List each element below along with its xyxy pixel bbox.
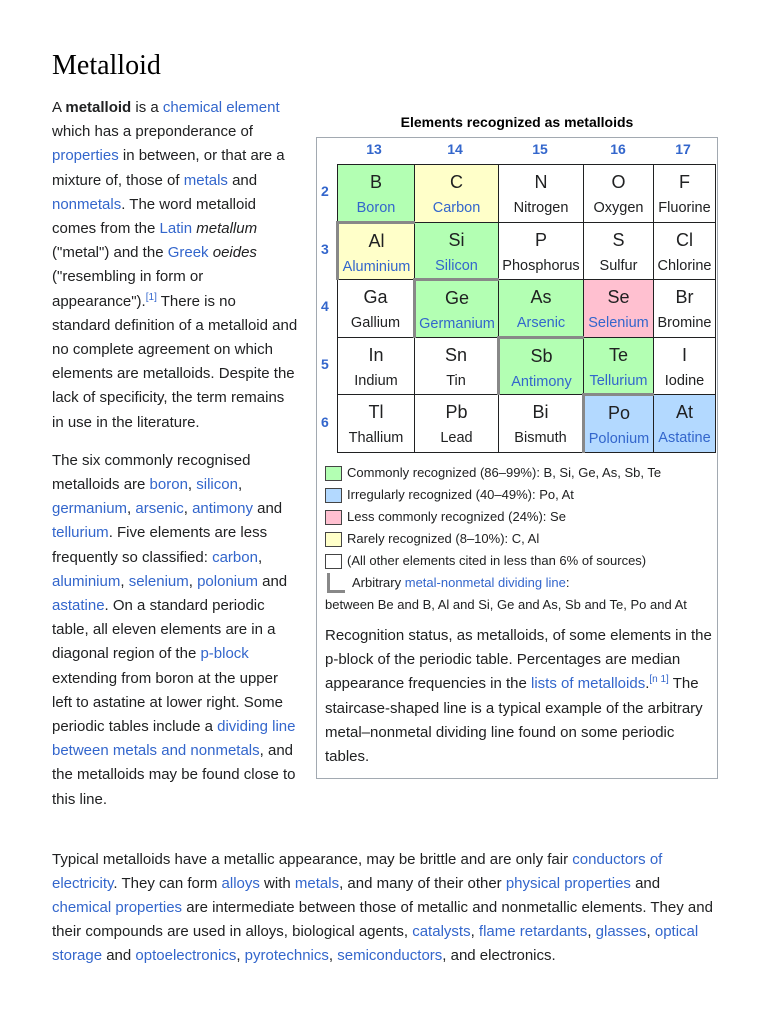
element-symbol: In: [368, 344, 384, 365]
legend: [325, 462, 715, 616]
lead-text: [52, 96, 298, 826]
periodic-row: [338, 165, 716, 223]
element-cell-arsenic[interactable]: [499, 280, 584, 338]
element-cell-polonium[interactable]: [584, 395, 654, 453]
element-name: Oxygen: [593, 200, 644, 216]
link-properties[interactable]: properties: [52, 147, 119, 165]
element-name[interactable]: Polonium: [588, 431, 650, 448]
link-metals[interactable]: metals: [183, 171, 228, 189]
element-symbol: At: [675, 402, 693, 423]
element-name[interactable]: Germanium: [419, 316, 495, 333]
element-cell-bismuth: [499, 395, 584, 453]
element-symbol: Tl: [368, 402, 384, 423]
element-name: Chlorine: [657, 257, 712, 274]
group-label: 17: [675, 141, 691, 157]
link-dividing-line-legend[interactable]: metal-nonmetal dividing line: [404, 575, 566, 590]
link-catalysts[interactable]: catalysts: [412, 923, 471, 940]
link-conductors[interactable]: conductors of electricity: [52, 851, 663, 892]
element-cell-sulfur: [584, 222, 654, 280]
element-symbol: Ge: [444, 288, 469, 309]
legend-item: Rarely recognized (8–10%): C, Al: [325, 528, 715, 550]
element-name: Sulfur: [599, 257, 638, 274]
link-flame-retardants[interactable]: flame retardants: [478, 923, 588, 940]
element-name: Nitrogen: [513, 200, 569, 216]
group-label: 16: [610, 141, 626, 157]
link-physical-properties[interactable]: physical properties: [505, 875, 631, 892]
element-cell-bromine: [654, 280, 716, 338]
element-cell-antimony[interactable]: [499, 337, 584, 395]
element-cell-nitrogen: [499, 165, 584, 223]
link-metals-2[interactable]: metals: [294, 875, 340, 892]
element-name[interactable]: Aluminium: [342, 258, 411, 275]
element-cell-thallium: [338, 395, 415, 453]
element-cell-tellurium[interactable]: [584, 337, 654, 395]
element-symbol: Sb: [530, 345, 553, 366]
link-p-block[interactable]: p-block: [200, 645, 249, 663]
element-symbol: Br: [675, 287, 694, 308]
element-cell-carbon[interactable]: [415, 165, 499, 223]
element-symbol: Te: [608, 344, 628, 365]
element-name[interactable]: Silicon: [435, 257, 478, 274]
element-name: Gallium: [350, 315, 401, 332]
element-symbol: S: [612, 229, 625, 250]
period-label: 2: [321, 183, 329, 199]
link-tellurium[interactable]: tellurium: [52, 524, 109, 542]
legend-divider-item: Arbitrary metal-nonmetal dividing line :: [325, 572, 715, 594]
lead-paragraph-1: A metalloid is a chemical element which has a preponderance of properties in between, or that are a mixture of, those of metals and nonmetals. The word metalloid comes from the Latin metallum ("metal") and the Greek oeides ("resembling in form or appearance").[1] There is no standard definition of a metalloid and no complete agreement on which elements are metalloids. Despite the lack of specificity, the term remains in use in the literature.: [52, 99, 298, 431]
link-greek[interactable]: Greek: [167, 244, 209, 262]
period-label: 3: [321, 241, 329, 257]
element-name[interactable]: Carbon: [432, 200, 481, 216]
element-name[interactable]: Astatine: [658, 430, 711, 447]
paragraph-3: Typical metalloids have a metallic appearance, may be brittle and are only fair conductors of electricity. They can form alloys with metals, and many of their other physical properties and chemical properties are intermediate between those of metallic and nonmetallic elements. They and their compounds are used in alloys, biological agents, catalysts, flame retardants, glasses, optical storage and optoelectronics, pyrotechnics, semiconductors, and electronics.: [52, 851, 713, 964]
legend-item: (All other elements cited in less than 6% of sources): [325, 550, 715, 572]
page-title: Metalloid: [52, 50, 161, 81]
element-name[interactable]: Selenium: [588, 315, 649, 332]
link-selenium[interactable]: selenium: [128, 572, 189, 590]
link-germanium[interactable]: germanium: [52, 500, 128, 518]
link-pyrotechnics[interactable]: pyrotechnics: [244, 947, 329, 964]
link-chemical-element[interactable]: chemical element: [162, 99, 280, 116]
element-cell-chlorine: [654, 222, 716, 280]
period-label: 4: [321, 298, 329, 314]
link-semiconductors[interactable]: semiconductors: [337, 947, 443, 964]
link-latin[interactable]: Latin: [159, 220, 193, 238]
element-cell-phosphorus: [499, 222, 584, 280]
element-symbol: Al: [368, 230, 385, 251]
link-polonium[interactable]: polonium: [197, 572, 258, 590]
periodic-row: [338, 280, 716, 338]
element-name: Bismuth: [514, 430, 567, 447]
element-name[interactable]: Tellurium: [589, 372, 648, 389]
element-cell-gallium: [338, 280, 415, 338]
element-symbol: C: [450, 172, 463, 192]
element-cell-lead: [415, 395, 499, 453]
lead-paragraph-2: The six commonly recognised metalloids are boron, silicon, germanium, arsenic, antimony and tellurium. Five elements are less frequently so classified: carbon, aluminium, selenium, polonium and astatine. On a standard periodic table, all eleven elements are in a diagonal region of the p-block extending from boron at the upper left to astatine at lower right. Some periodic tables include a dividing line between metals and nonmetals, and the metalloids may be found close to this line.: [52, 451, 296, 808]
element-symbol: Cl: [676, 229, 693, 250]
element-cell-iodine: [654, 337, 716, 395]
periodic-row: [338, 395, 716, 453]
element-symbol: As: [530, 287, 552, 308]
element-symbol: Sn: [444, 344, 468, 365]
element-symbol: F: [679, 172, 690, 192]
element-name: Iodine: [664, 372, 705, 389]
legend-item: Irregularly recognized (40–49%): Po, At: [325, 484, 715, 506]
legend-swatch: [325, 488, 342, 503]
element-symbol: Bi: [532, 402, 549, 423]
group-label: 14: [447, 141, 463, 157]
element-symbol: P: [534, 229, 547, 250]
staircase-line-icon: [325, 573, 347, 593]
element-symbol: Ga: [363, 287, 388, 308]
element-cell-oxygen: [584, 165, 654, 223]
link-chemical-properties[interactable]: chemical properties: [52, 899, 183, 916]
legend-swatch: [325, 532, 342, 547]
link-optoelectronics[interactable]: optoelectronics: [135, 947, 237, 964]
periodic-row: [338, 222, 716, 280]
periodic-table: [336, 164, 716, 453]
link-antimony[interactable]: antimony: [192, 500, 253, 518]
element-name: Indium: [354, 372, 398, 389]
period-label: 5: [321, 356, 329, 372]
legend-swatch: [325, 466, 342, 481]
link-carbon[interactable]: carbon: [212, 548, 258, 566]
element-symbol: Pb: [445, 402, 468, 423]
link-arsenic[interactable]: arsenic: [135, 500, 184, 518]
element-symbol: N: [534, 172, 548, 192]
element-name: Lead: [440, 430, 473, 447]
element-cell-boron[interactable]: [338, 165, 415, 223]
note-n1[interactable]: [n 1]: [649, 674, 669, 686]
periodic-row: [338, 337, 716, 395]
legend-item: Less commonly recognized (24%): Se: [325, 506, 715, 528]
element-name[interactable]: Antimony: [511, 373, 572, 390]
link-nonmetals[interactable]: nonmetals: [52, 195, 122, 213]
link-aluminium[interactable]: aluminium: [52, 572, 121, 590]
element-cell-astatine[interactable]: [654, 395, 716, 453]
period-label: 6: [321, 414, 329, 430]
element-symbol: Po: [607, 403, 631, 424]
link-silicon[interactable]: silicon: [196, 476, 238, 494]
element-name: Tin: [446, 372, 466, 389]
element-name[interactable]: Boron: [356, 200, 396, 216]
element-cell-silicon[interactable]: [415, 222, 499, 280]
link-dividing-line[interactable]: dividing line between metals and nonmetals: [52, 718, 296, 760]
element-cell-indium: [338, 337, 415, 395]
element-cell-fluorine: [654, 165, 716, 223]
link-alloys[interactable]: alloys: [221, 875, 260, 892]
legend-divider-between: between Be and B, Al and Si, Ge and As, Sb and Te, Po and At: [325, 597, 687, 612]
element-symbol: B: [369, 172, 382, 192]
element-symbol: Si: [448, 229, 465, 250]
element-name: Fluorine: [658, 200, 711, 216]
group-label: 13: [366, 141, 382, 157]
element-symbol: Se: [607, 287, 630, 308]
legend-swatch: [325, 510, 342, 525]
element-cell-aluminium[interactable]: [338, 222, 415, 280]
legend-item: Commonly recognized (86–99%): B, Si, Ge, As, Sb, Te: [325, 462, 715, 484]
element-cell-tin: [415, 337, 499, 395]
legend-swatch: [325, 554, 342, 569]
element-cell-germanium[interactable]: [415, 280, 499, 338]
element-symbol: O: [611, 172, 626, 192]
link-optical-storage[interactable]: optical storage: [52, 923, 699, 964]
infobox: [316, 137, 718, 779]
element-name: Bromine: [657, 315, 712, 332]
element-name: Thallium: [348, 430, 404, 447]
link-boron[interactable]: boron: [149, 476, 188, 494]
link-glasses[interactable]: glasses: [595, 923, 647, 940]
infobox-caption: Recognition status, as metalloids, of some elements in the p-block of the periodic table. Percentages are median appearance frequencies in the lists of metalloids.[n 1] The staircase-shaped line is a typical example of the arbitrary metal–nonmetal dividing line found on some periodic tables.: [325, 627, 712, 766]
element-cell-selenium[interactable]: [584, 280, 654, 338]
link-lists-of-metalloids[interactable]: lists of metalloids: [530, 675, 646, 693]
group-label: 15: [532, 141, 548, 157]
element-symbol: I: [681, 344, 687, 365]
reference-1[interactable]: [1]: [145, 291, 157, 303]
link-astatine[interactable]: astatine: [52, 597, 105, 615]
element-name[interactable]: Arsenic: [516, 315, 566, 332]
element-name: Phosphorus: [502, 257, 580, 274]
infobox-title: Elements recognized as metalloids: [400, 114, 634, 130]
